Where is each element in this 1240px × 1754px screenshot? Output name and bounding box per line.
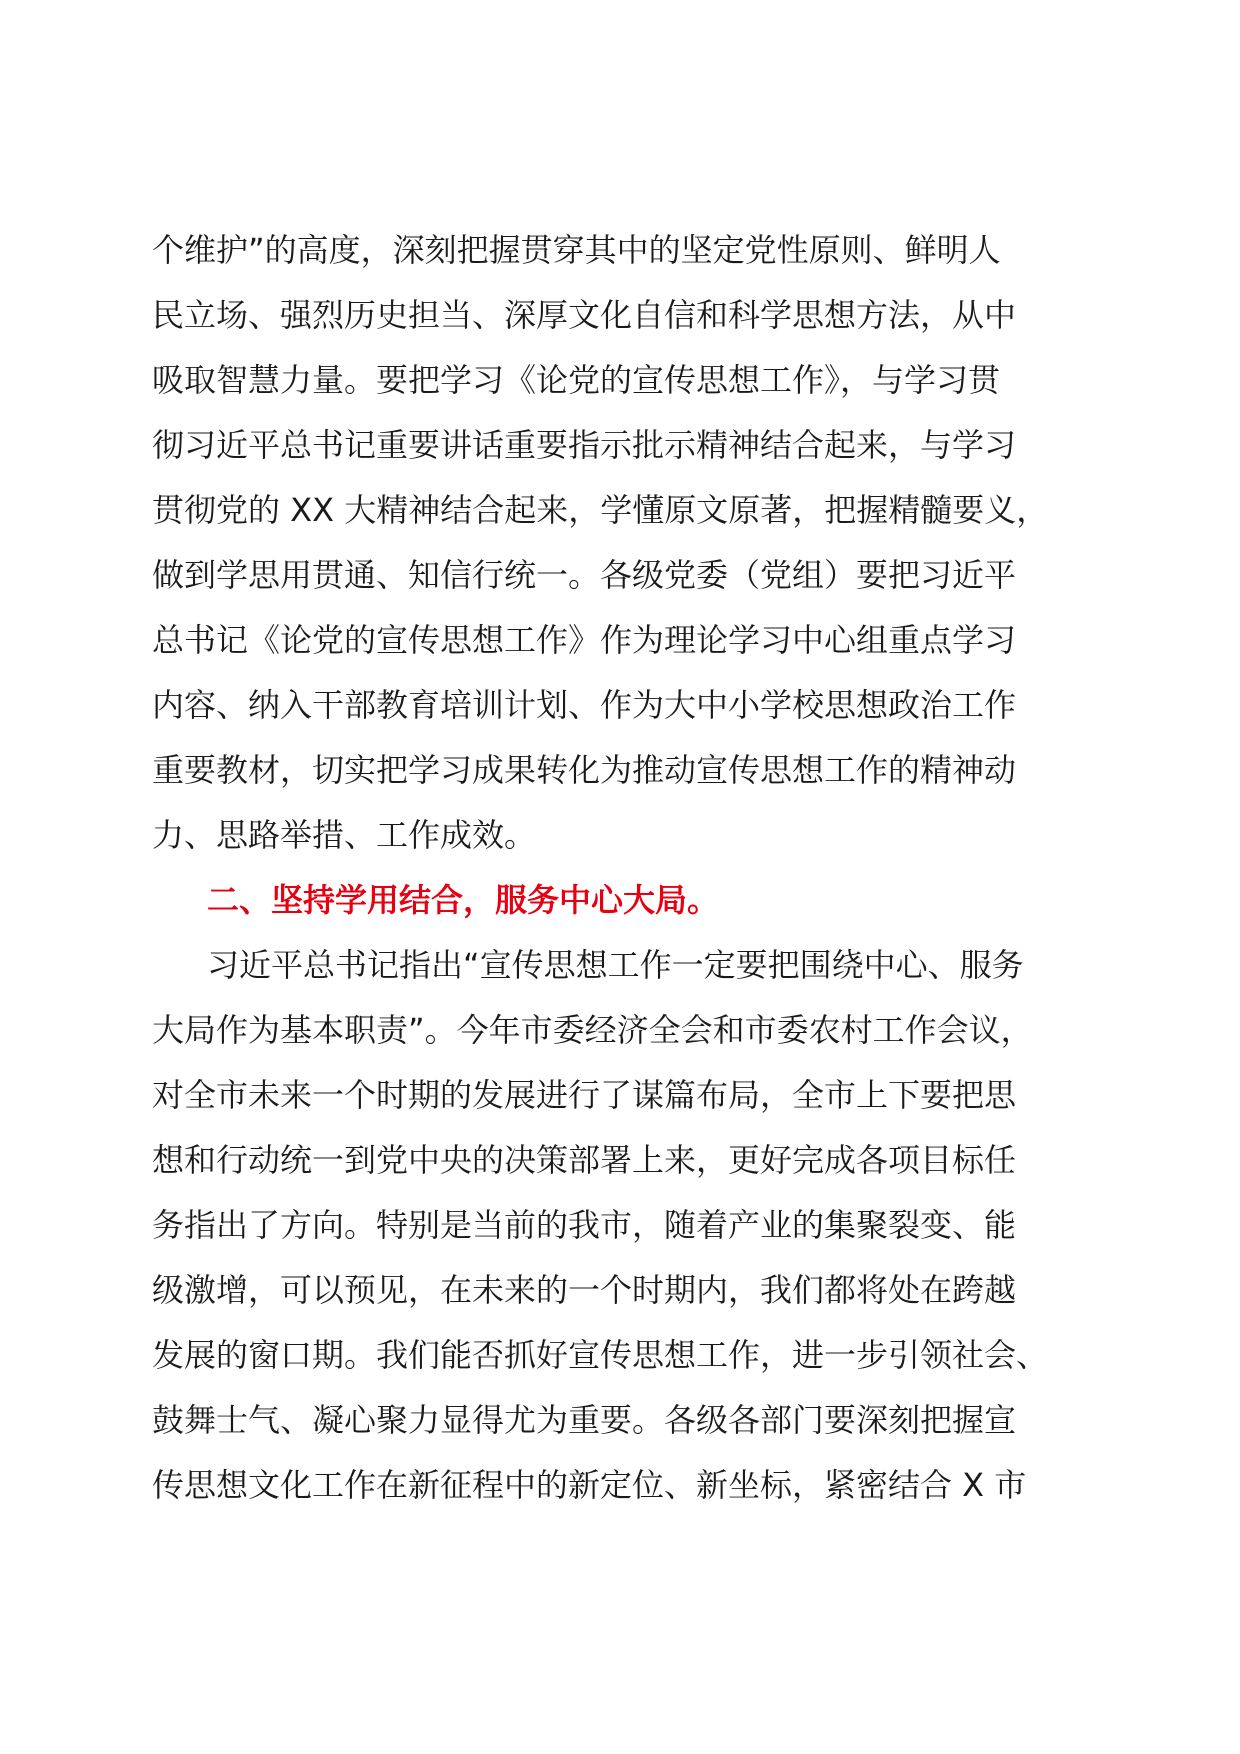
text-line: 想和行动统一到党中央的决策部署上来，更好完成各项目标任	[152, 1141, 1017, 1179]
text-line: 做到学思用贯通、知信行统一。各级党委（党组）要把习近平	[152, 556, 1017, 594]
section-heading: 二、坚持学用结合，服务中心大局。	[207, 881, 720, 919]
text-line: 总书记《论党的宣传思想工作》作为理论学习中心组重点学习	[152, 621, 1017, 659]
document-body	[152, 218, 1092, 1518]
text-line: 大局作为基本职责”。今年市委经济全会和市委农村工作会议，	[152, 1011, 1033, 1049]
text-line: 对全市未来一个时期的发展进行了谋篇布局，全市上下要把思	[152, 1076, 1017, 1114]
text-line: 鼓舞士气、凝心聚力显得尤为重要。各级各部门要深刻把握宣	[152, 1401, 1017, 1439]
text-line: 民立场、强烈历史担当、深厚文化自信和科学思想方法，从中	[152, 296, 1017, 334]
text-line: 力、思路举措、工作成效。	[152, 816, 537, 854]
text-line: 彻习近平总书记重要讲话重要指示批示精神结合起来，与学习	[152, 426, 1017, 464]
text-line: 贯彻党的 XX 大精神结合起来，学懂原文原著，把握精髓要义，	[152, 491, 1049, 529]
text-line: 个维护”的高度，深刻把握贯穿其中的坚定党性原则、鲜明人	[152, 231, 1001, 269]
text-line: 重要教材，切实把学习成果转化为推动宣传思想工作的精神动	[152, 751, 1017, 789]
text-line: 级激增，可以预见，在未来的一个时期内，我们都将处在跨越	[152, 1271, 1017, 1309]
text-line: 吸取智慧力量。要把学习《论党的宣传思想工作》，与学习贯	[152, 361, 1001, 399]
paragraph-section-two	[152, 933, 1092, 1518]
text-line: 务指出了方向。特别是当前的我市，随着产业的集聚裂变、能	[152, 1206, 1017, 1244]
text-line: 内容、纳入干部教育培训计划、作为大中小学校思想政治工作	[152, 686, 1017, 724]
paragraph-continuation	[152, 218, 1092, 868]
text-line: 发展的窗口期。我们能否抓好宣传思想工作，进一步引领社会、	[152, 1336, 1049, 1374]
text-line: 传思想文化工作在新征程中的新定位、新坐标，紧密结合 X 市	[152, 1466, 1027, 1504]
text-line: 习近平总书记指出“宣传思想工作一定要把围绕中心、服务	[207, 946, 1024, 984]
